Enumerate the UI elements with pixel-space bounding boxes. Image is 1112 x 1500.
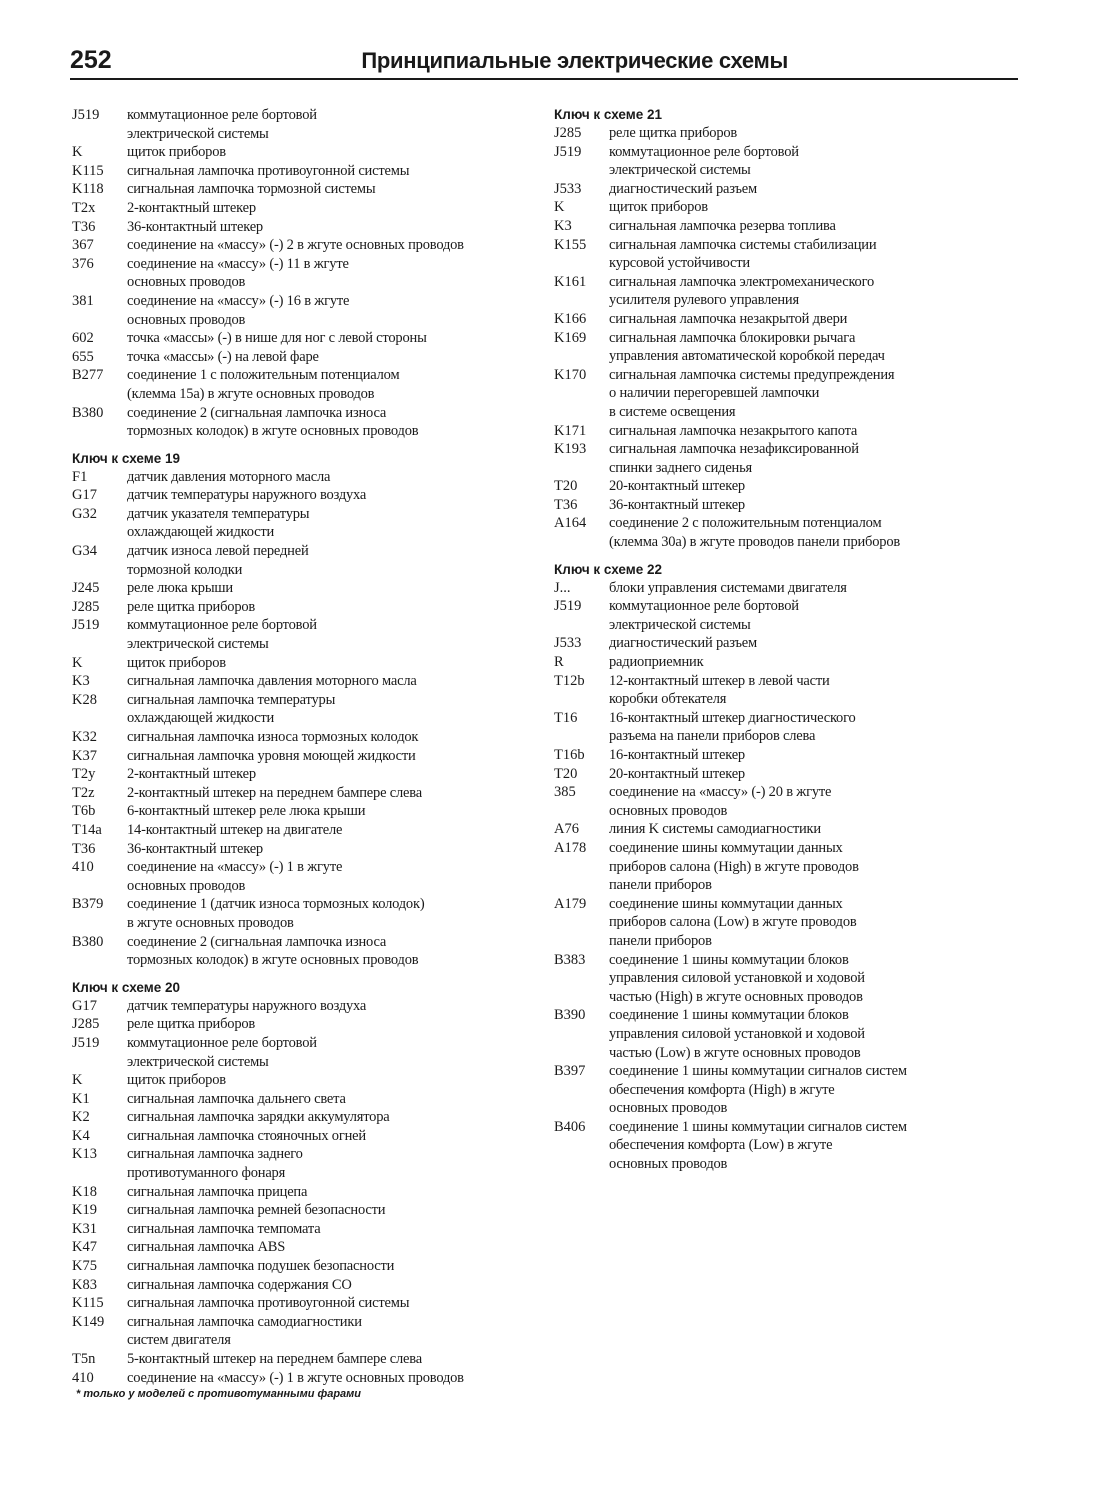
legend-entry — [554, 180, 986, 199]
legend-entry — [72, 199, 538, 218]
component-description: 36-контактный штекер — [127, 840, 263, 857]
component-code: B390 — [554, 1007, 586, 1024]
legend-entry — [72, 542, 538, 579]
legend-entry — [554, 1062, 986, 1118]
legend-entry — [554, 217, 986, 236]
component-code: K75 — [72, 1258, 97, 1275]
component-code: J533 — [554, 635, 582, 652]
legend-entry — [554, 597, 986, 634]
component-description: сигнальная лампочка прицепа — [127, 1183, 308, 1200]
legend-entry — [72, 1294, 538, 1313]
component-code: A164 — [554, 515, 587, 532]
legend-entry — [72, 1201, 538, 1220]
component-description: соединение на «массу» (-) 16 в жгуте основных проводов — [127, 292, 350, 328]
legend-entry — [72, 784, 538, 803]
component-code: T16 — [554, 709, 578, 726]
component-description: сигнальная лампочка резерва топлива — [609, 217, 836, 234]
legend-entry — [72, 236, 538, 255]
component-description: соединение на «массу» (-) 20 в жгуте основных проводов — [609, 784, 832, 819]
component-description: сигнальная лампочка содержания CO — [127, 1276, 352, 1293]
component-description: линия K системы самодиагностики — [609, 821, 821, 838]
component-description: датчик указателя температуры охлаждающей жидкости — [127, 505, 310, 541]
component-description: реле щитка приборов — [127, 1016, 256, 1033]
component-description: 20-контактный штекер — [609, 765, 745, 782]
legend-entry — [72, 1276, 538, 1295]
component-code: K171 — [554, 422, 587, 439]
key-19-section — [72, 450, 538, 970]
component-description: диагностический разъем — [609, 635, 758, 652]
legend-entry — [72, 162, 538, 181]
legend-entry — [72, 106, 538, 143]
legend-entry — [72, 1313, 538, 1350]
component-code: A178 — [554, 839, 587, 856]
legend-entry — [72, 1090, 538, 1109]
component-code: K115 — [72, 1295, 104, 1312]
legend-entry — [554, 477, 986, 496]
component-code: K83 — [72, 1276, 97, 1293]
legend-entry — [72, 616, 538, 653]
legend-entry — [554, 422, 986, 441]
component-description: соединение 1 шины коммутации блоков управления силовой установкой и ходовой частью (High) в жгуте основных проводов — [609, 951, 865, 1005]
component-code: J285 — [72, 1016, 100, 1033]
component-code: T14a — [72, 821, 102, 838]
component-description: соединение 2 (сигнальная лампочка износа тормозных колодок) в жгуте основных проводов — [127, 404, 419, 440]
component-description: щиток приборов — [127, 1072, 226, 1089]
component-description: датчик износа левой передней тормозной колодки — [127, 543, 309, 578]
component-description: щиток приборов — [127, 144, 226, 161]
component-description: сигнальная лампочка незакрытого капота — [609, 422, 858, 439]
key-22-list — [554, 579, 986, 1174]
legend-entry — [554, 310, 986, 329]
legend-entry — [72, 728, 538, 747]
component-code: J285 — [554, 125, 582, 141]
component-description: сигнальная лампочка незакрытой двери — [609, 310, 848, 327]
component-description: блоки управления системами двигателя — [609, 579, 847, 596]
component-code: K3 — [72, 673, 90, 690]
legend-entry — [72, 821, 538, 840]
component-description: сигнальная лампочка подушек безопасности — [127, 1258, 395, 1275]
component-code: F1 — [72, 468, 88, 485]
component-description: соединение на «массу» (-) 11 в жгуте основных проводов — [127, 255, 349, 291]
left-column — [72, 106, 538, 1410]
legend-entry — [72, 255, 538, 292]
component-description: сигнальная лампочка тормозной системы — [127, 181, 376, 198]
component-code: K47 — [72, 1239, 97, 1256]
legend-entry — [72, 765, 538, 784]
component-description: коммутационное реле бортовой электрической системы — [127, 1034, 317, 1070]
component-description: реле щитка приборов — [609, 125, 738, 141]
component-code: K — [72, 654, 83, 671]
component-description: соединение 1 шины коммутации блоков управления силовой установкой и ходовой частью (Low) в жгуте основных проводов — [609, 1007, 865, 1061]
component-code: B379 — [72, 896, 104, 913]
component-code: 410 — [72, 1369, 94, 1386]
key-19-title: Ключ к схеме 19 — [72, 450, 181, 466]
legend-entry — [72, 1350, 538, 1369]
component-code: G34 — [72, 543, 97, 560]
legend-entry — [72, 292, 538, 329]
component-description: соединение шины коммутации данных приборов салона (Low) в жгуте проводов панели приборов — [609, 895, 857, 949]
continued-key-list — [72, 106, 538, 441]
component-description: сигнальная лампочка ремней безопасности — [127, 1202, 386, 1219]
component-description: 5-контактный штекер на переднем бампере слева — [127, 1351, 422, 1367]
component-description: коммутационное реле бортовой электрической системы — [609, 143, 799, 179]
legend-entry — [72, 1071, 538, 1090]
component-code: K4 — [72, 1127, 90, 1144]
component-description: 16-контактный штекер диагностического разъема на панели приборов слева — [609, 709, 856, 745]
component-description: коммутационное реле бортовой электрической системы — [127, 107, 317, 142]
legend-entry — [554, 839, 986, 895]
component-description: сигнальная лампочка электромеханического усилителя рулевого управления — [609, 273, 875, 309]
legend-entry — [554, 329, 986, 366]
component-description: 2-контактный штекер — [127, 199, 256, 216]
component-description: коммутационное реле бортовой электрической системы — [609, 598, 799, 633]
legend-entry — [72, 654, 538, 673]
component-description: соединение 2 с положительным потенциалом (клемма 30а) в жгуте проводов панели приборов — [609, 515, 901, 551]
component-code: T36 — [72, 840, 96, 857]
key-20-section — [72, 979, 538, 1401]
component-description: датчик давления моторного масла — [127, 468, 331, 485]
legend-entry — [554, 709, 986, 746]
component-code: T12b — [554, 672, 585, 689]
component-code: J... — [554, 579, 571, 596]
component-code: J519 — [554, 143, 582, 160]
legend-entry — [72, 1145, 538, 1182]
component-code: K149 — [72, 1313, 105, 1330]
component-description: сигнальная лампочка незафиксированной спинки заднего сиденья — [609, 441, 859, 476]
component-code: K37 — [72, 747, 97, 764]
component-code: K28 — [72, 691, 97, 708]
component-description: соединение на «массу» (-) 1 в жгуте основных проводов — [127, 859, 343, 894]
legend-entry — [72, 1015, 538, 1034]
component-code: R — [554, 654, 564, 671]
component-description: щиток приборов — [127, 654, 226, 671]
component-description: диагностический разъем — [609, 180, 758, 197]
legend-entry — [72, 404, 538, 441]
component-description: сигнальная лампочка зарядки аккумулятора — [127, 1109, 390, 1126]
component-code: K169 — [554, 329, 587, 346]
component-code: K170 — [554, 366, 587, 383]
legend-entry — [72, 840, 538, 859]
component-code: T36 — [554, 496, 578, 513]
component-code: K166 — [554, 310, 587, 327]
component-code: J245 — [72, 580, 100, 597]
component-code: 376 — [72, 255, 94, 272]
component-code: T2y — [72, 766, 96, 783]
component-code: T5n — [72, 1351, 96, 1367]
legend-entry — [554, 579, 986, 598]
legend-entry — [554, 783, 986, 820]
legend-entry — [72, 1034, 538, 1071]
component-description: 36-контактный штекер — [609, 496, 745, 513]
legend-entry — [554, 746, 986, 765]
component-description: коммутационное реле бортовой электрической системы — [127, 617, 317, 653]
key-21-section — [554, 106, 986, 552]
component-code: K1 — [72, 1090, 90, 1107]
legend-entry — [554, 124, 986, 143]
legend-entry — [72, 218, 538, 237]
component-description: 16-контактный штекер — [609, 747, 745, 763]
component-description: сигнальная лампочка системы предупреждения о наличии перегоревшей лампочки в системе освещения — [609, 366, 895, 420]
component-code: 655 — [72, 348, 94, 365]
key-21-list — [554, 124, 986, 552]
component-code: T36 — [72, 218, 96, 235]
component-description: датчик температуры наружного воздуха — [127, 487, 367, 504]
component-description: реле люка крыши — [127, 580, 233, 597]
component-code: K118 — [72, 181, 104, 198]
legend-entry — [72, 1127, 538, 1146]
component-code: A179 — [554, 895, 587, 912]
component-code: T20 — [554, 478, 578, 495]
legend-entry — [72, 858, 538, 895]
legend-entry — [554, 1006, 986, 1062]
legend-entry — [554, 1118, 986, 1174]
legend-entry — [554, 951, 986, 1007]
component-code: K2 — [72, 1109, 90, 1126]
legend-entry — [554, 820, 986, 839]
legend-entry — [72, 505, 538, 542]
component-description: точка «массы» (-) в нише для ног с левой стороны — [127, 330, 427, 347]
component-code: J519 — [554, 598, 582, 615]
component-code: B383 — [554, 951, 586, 968]
component-code: 367 — [72, 237, 94, 254]
page-header — [70, 44, 1018, 80]
component-description: датчик температуры наружного воздуха — [127, 997, 367, 1014]
component-code: 410 — [72, 859, 94, 876]
component-description: точка «массы» (-) на левой фаре — [127, 348, 319, 365]
key-22-title: Ключ к схеме 22 — [554, 561, 663, 577]
component-code: K19 — [72, 1202, 97, 1219]
component-code: K3 — [554, 217, 572, 234]
component-code: B406 — [554, 1118, 586, 1135]
component-description: сигнальная лампочка системы стабилизации курсовой устойчивости — [609, 236, 877, 272]
legend-entry — [554, 765, 986, 784]
key-19-list — [72, 468, 538, 970]
component-description: сигнальная лампочка самодиагностики систем двигателя — [127, 1313, 362, 1349]
component-code: K32 — [72, 729, 97, 745]
component-description: сигнальная лампочка ABS — [127, 1239, 286, 1256]
legend-entry — [554, 143, 986, 180]
component-code: K31 — [72, 1220, 97, 1237]
component-description: сигнальная лампочка противоугонной системы — [127, 162, 410, 179]
legend-entry — [72, 143, 538, 162]
component-description: соединение на «массу» (-) 1 в жгуте основных проводов — [127, 1369, 464, 1386]
component-description: сигнальная лампочка противоугонной системы — [127, 1295, 410, 1312]
legend-entry — [72, 1257, 538, 1276]
component-code: J519 — [72, 617, 100, 634]
legend-entry — [72, 180, 538, 199]
component-code: K13 — [72, 1146, 97, 1163]
component-code: 385 — [554, 784, 576, 801]
legend-entry — [72, 747, 538, 766]
legend-entry — [72, 486, 538, 505]
component-description: сигнальная лампочка износа тормозных колодок — [127, 729, 419, 745]
legend-entry — [72, 1369, 538, 1388]
legend-entry — [554, 672, 986, 709]
component-code: J285 — [72, 598, 100, 615]
component-code: K115 — [72, 162, 104, 179]
legend-entry — [554, 236, 986, 273]
component-description: сигнальная лампочка стояночных огней — [127, 1127, 366, 1144]
component-code: B380 — [72, 404, 104, 421]
legend-entry — [554, 496, 986, 515]
component-description: сигнальная лампочка температуры охлаждающей жидкости — [127, 691, 336, 727]
page-number: 252 — [70, 46, 112, 74]
legend-entry — [554, 653, 986, 672]
legend-entry — [72, 1238, 538, 1257]
legend-entry — [72, 933, 538, 970]
legend-entry — [554, 634, 986, 653]
legend-entry — [72, 598, 538, 617]
component-description: соединение на «массу» (-) 2 в жгуте основных проводов — [127, 237, 464, 254]
component-description: сигнальная лампочка уровня моющей жидкости — [127, 747, 416, 764]
legend-entry — [72, 1108, 538, 1127]
component-code: J519 — [72, 1034, 100, 1051]
legend-entry — [72, 348, 538, 367]
component-code: G32 — [72, 505, 97, 522]
component-description: 12-контактный штекер в левой части коробки обтекателя — [609, 672, 830, 708]
component-code: G17 — [72, 487, 97, 504]
legend-entry — [72, 1220, 538, 1239]
key-20-title: Ключ к схеме 20 — [72, 979, 181, 995]
legend-entry — [72, 672, 538, 691]
component-code: T20 — [554, 765, 578, 782]
key-21-title: Ключ к схеме 21 — [554, 107, 663, 122]
legend-entry — [554, 895, 986, 951]
component-description: соединение 1 с положительным потенциалом (клемма 15а) в жгуте основных проводов — [127, 367, 400, 402]
component-description: 2-контактный штекер на переднем бампере слева — [127, 784, 422, 801]
legend-entry — [72, 366, 538, 403]
component-code: K — [554, 199, 565, 216]
component-code: K193 — [554, 441, 587, 458]
right-column — [554, 106, 986, 1183]
legend-entry — [72, 895, 538, 932]
page-title: Принципиальные электрические схемы — [361, 48, 788, 73]
legend-entry — [72, 468, 538, 487]
component-code: K — [72, 1072, 83, 1089]
component-description: 14-контактный штекер на двигателе — [127, 821, 343, 838]
component-code: K — [72, 144, 83, 161]
component-description: 20-контактный штекер — [609, 478, 745, 495]
component-code: T2x — [72, 199, 96, 216]
legend-entry — [72, 997, 538, 1016]
component-description: сигнальная лампочка давления моторного масла — [127, 673, 417, 690]
component-code: T6b — [72, 803, 96, 820]
legend-entry — [554, 198, 986, 217]
component-code: K155 — [554, 236, 587, 253]
component-description: сигнальная лампочка темпомата — [127, 1220, 321, 1237]
legend-entry — [72, 579, 538, 598]
component-description: 2-контактный штекер — [127, 766, 256, 783]
component-description: 6-контактный штекер реле люка крыши — [127, 803, 366, 820]
component-description: соединение шины коммутации данных приборов салона (High) в жгуте проводов панели приборов — [609, 839, 859, 894]
component-description: радиоприемник — [609, 654, 704, 671]
component-code: 381 — [72, 292, 94, 309]
component-description: сигнальная лампочка блокировки рычага управления автоматической коробкой передач — [609, 329, 885, 365]
component-description: сигнальная лампочка дальнего света — [127, 1090, 346, 1107]
component-description: сигнальная лампочка заднего противотуманного фонаря — [127, 1146, 303, 1182]
legend-entry — [554, 440, 986, 477]
component-description: соединение 1 шины коммутации сигналов систем обеспечения комфорта (Low) в жгуте основных проводов — [609, 1118, 907, 1173]
footnote: * только у моделей с противотуманными фарами — [76, 1388, 362, 1401]
component-code: B397 — [554, 1063, 586, 1080]
legend-entry — [554, 366, 986, 422]
component-code: 602 — [72, 330, 94, 347]
legend-entry — [72, 329, 538, 348]
component-code: A76 — [554, 821, 579, 838]
key-20-list — [72, 997, 538, 1387]
component-description: 36-контактный штекер — [127, 218, 263, 235]
component-code: G17 — [72, 997, 97, 1014]
component-description: соединение 2 (сигнальная лампочка износа тормозных колодок) в жгуте основных проводов — [127, 933, 419, 969]
component-code: T2z — [72, 784, 95, 801]
legend-entry — [72, 691, 538, 728]
key-22-section — [554, 561, 986, 1174]
component-code: K161 — [554, 273, 587, 290]
component-code: B380 — [72, 933, 104, 950]
component-description: щиток приборов — [609, 199, 708, 216]
component-description: соединение 1 шины коммутации сигналов систем обеспечения комфорта (High) в жгуте основных проводов — [609, 1063, 907, 1117]
component-code: J519 — [72, 107, 100, 123]
component-code: B277 — [72, 367, 104, 384]
component-code: T16b — [554, 747, 585, 763]
component-code: K18 — [72, 1183, 97, 1200]
legend-entry — [72, 802, 538, 821]
legend-entry — [72, 1183, 538, 1202]
legend-entry — [554, 514, 986, 551]
component-description: реле щитка приборов — [127, 598, 256, 615]
component-description: соединение 1 (датчик износа тормозных колодок) в жгуте основных проводов — [127, 896, 425, 931]
legend-entry — [554, 273, 986, 310]
component-code: J533 — [554, 180, 582, 197]
